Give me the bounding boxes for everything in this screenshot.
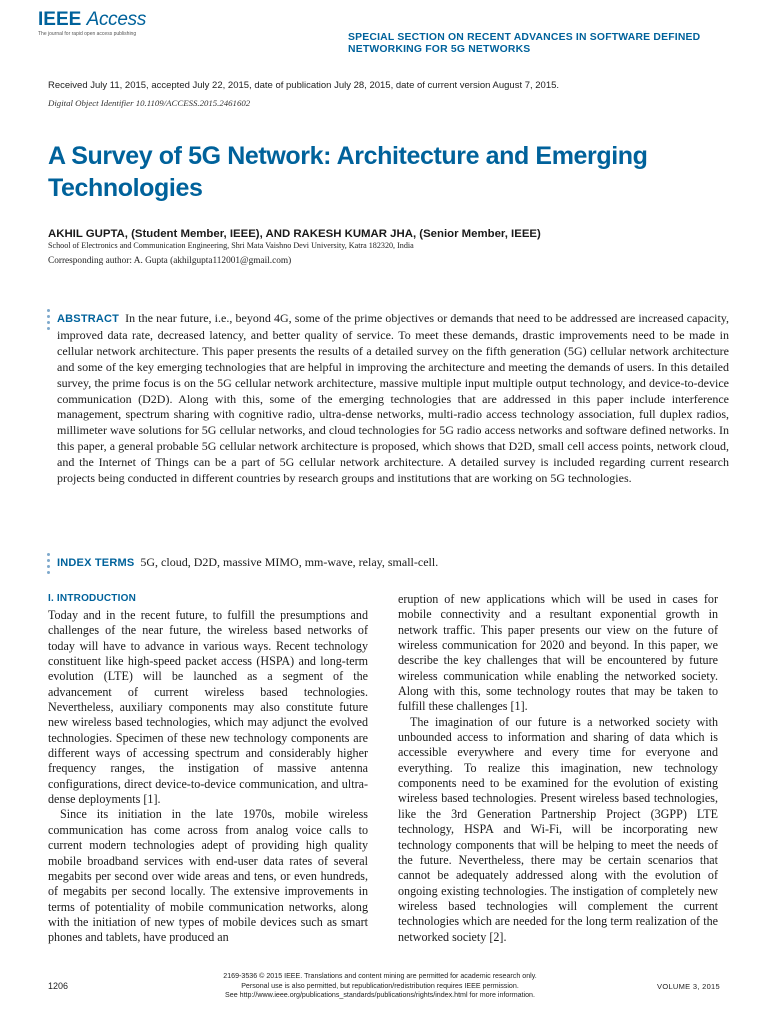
- received-dates: Received July 11, 2015, accepted July 22, 2015, date of publication July 28, 2015, date of current version August 7, 2015.: [48, 80, 560, 91]
- logo-brand: IEEE: [38, 9, 82, 30]
- index-terms-label: INDEX TERMS: [57, 557, 135, 569]
- doi: Digital Object Identifier 10.1109/ACCESS.2015.2461602: [48, 98, 251, 108]
- corresponding-author: Corresponding author: A. Gupta (akhilgupta112001@gmail.com): [48, 256, 292, 266]
- paper-title: A Survey of 5G Network: Architecture and Emerging Technologies: [48, 142, 648, 202]
- intro-paragraph-2: Since its initiation in the late 1970s, mobile wireless communication has come across from analog voice calls to current modern technologies adept of providing high quality mobile broadband services with end-user data rates of several megabits per second over wide areas and tens, or even hundreds, of megabits per second locally. The extensive improvements in terms of potentiality of mobile communication networks, along with the initiation of new types of mobile devices such as smart phones and tablets, have produced an: [48, 807, 368, 945]
- copyright-line-3: See http://www.ieee.org/publications_standards/publications/rights/index.html for more information.: [225, 991, 535, 1000]
- index-terms-dots-icon: [47, 553, 50, 577]
- logo-tagline: The journal for rapid open access publishing: [38, 31, 137, 37]
- volume-label: VOLUME 3, 2015: [657, 982, 720, 991]
- copyright-line-2: Personal use is also permitted, but republication/redistribution requires IEEE permission.: [241, 981, 519, 990]
- ieee-access-logo: [38, 10, 168, 37]
- copyright-line-1: 2169-3536 © 2015 IEEE. Translations and content mining are permitted for academic research only.: [223, 972, 537, 980]
- authors: AKHIL GUPTA, (Student Member, IEEE), AND RAKESH KUMAR JHA, (Senior Member, IEEE): [48, 228, 541, 240]
- body-column-right: [398, 592, 718, 945]
- logo-product: Access: [86, 9, 147, 30]
- intro-paragraph-1: Today and in the recent future, to fulfill the presumptions and challenges of the near future, the wireless based networks of today will have to advance in various ways. Recent technology constituent like high-speed packet access (HSPA) and long-term evolution (LTE) will be launched as a segment of the advancement of current wireless based technologies. Nevertheless, auxiliary components may also constitute future new wireless based technologies, which may adjunct the evolved technologies. Specimen of these new technology components are different ways of accessing spectrum and considerably higher frequency ranges, the instigation of massive antenna configurations, direct device-to-device communication, and ultra-dense deployments [1].: [48, 608, 368, 807]
- index-terms-text: 5G, cloud, D2D, massive MIMO, mm-wave, relay, small-cell.: [140, 555, 439, 569]
- special-section-heading: SPECIAL SECTION ON RECENT ADVANCES IN SOFTWARE DEFINED NETWORKING FOR 5G NETWORKS: [348, 32, 701, 55]
- index-terms: [57, 555, 729, 571]
- page-number: 1206: [48, 981, 69, 991]
- abstract-text: In the near future, i.e., beyond 4G, some of the prime objectives or demands that need to be addressed are increased capacity, improved data rate, decreased latency, and better quality of service. To meet these demands, drastic improvements need to be made in cellular network architecture. This paper presents the results of a detailed survey on the fifth generation (5G) cellular network architecture and some of the key emerging technologies that are helpful in improving the architecture and meeting the demands of users. In this detailed survey, the prime focus is on the 5G cellular network architecture, massive multiple input multiple output technology, and device-to-device communication (D2D). Along with this, some of the emerging technologies that are addressed in this paper include interference management, spectrum sharing with cognitive radio, ultra-dense networks, multi-radio access technology association, full duplex radios, millimeter wave solutions for 5G cellular networks, and cloud technologies for 5G radio access networks and software defined networks. In this paper, a general probable 5G cellular network architecture is proposed, which shows that D2D, small cell access points, network cloud, and the Internet of Things can be a part of 5G cellular network architecture. A detailed survey is included regarding current research projects being conducted in different countries by research groups and institutions that are working on 5G technologies.: [57, 311, 729, 486]
- abstract: [57, 311, 729, 487]
- copyright-notice: [190, 972, 570, 1001]
- abstract-label: ABSTRACT: [57, 313, 120, 325]
- body-column-left: [48, 608, 368, 946]
- intro-paragraph-3: eruption of new applications which will be used in cases for mobile connectivity and a resultant exponential growth in network traffic. This paper presents our view on the future of wireless communication for 2020 and beyond. In this paper, we describe the key challenges that will be encountered by future wireless communication while enabling the networked society. Along with this, some technology routes that may be taken to fulfill these challenges [1].: [398, 592, 718, 714]
- abstract-dots-icon: [47, 309, 50, 333]
- section-heading-introduction: I. INTRODUCTION: [48, 593, 136, 604]
- intro-paragraph-4: The imagination of our future is a networked society with unbounded access to information and sharing of data which is accessible everywhere and every time for everyone and everything. To realize this imagination, new technology components need to be examined for the evolution of existing wireless based technologies. Present wireless based technologies, like the 3rd Generation Partnership Project (3GPP) LTE technology, HSPA and Wi-Fi, will be incorporating new technology components that will be helping to meet the needs of the future. Nevertheless, there may be certain scenarios that cannot be adequately addressed along with the evolution of ongoing existing technologies. The instigation of completely new wireless based technologies will complement the current technologies which are needed for the long term realization of the networked society [2].: [398, 714, 718, 944]
- affiliation: School of Electronics and Communication Engineering, Shri Mata Vaishno Devi University, Katra 182320, India: [48, 241, 414, 250]
